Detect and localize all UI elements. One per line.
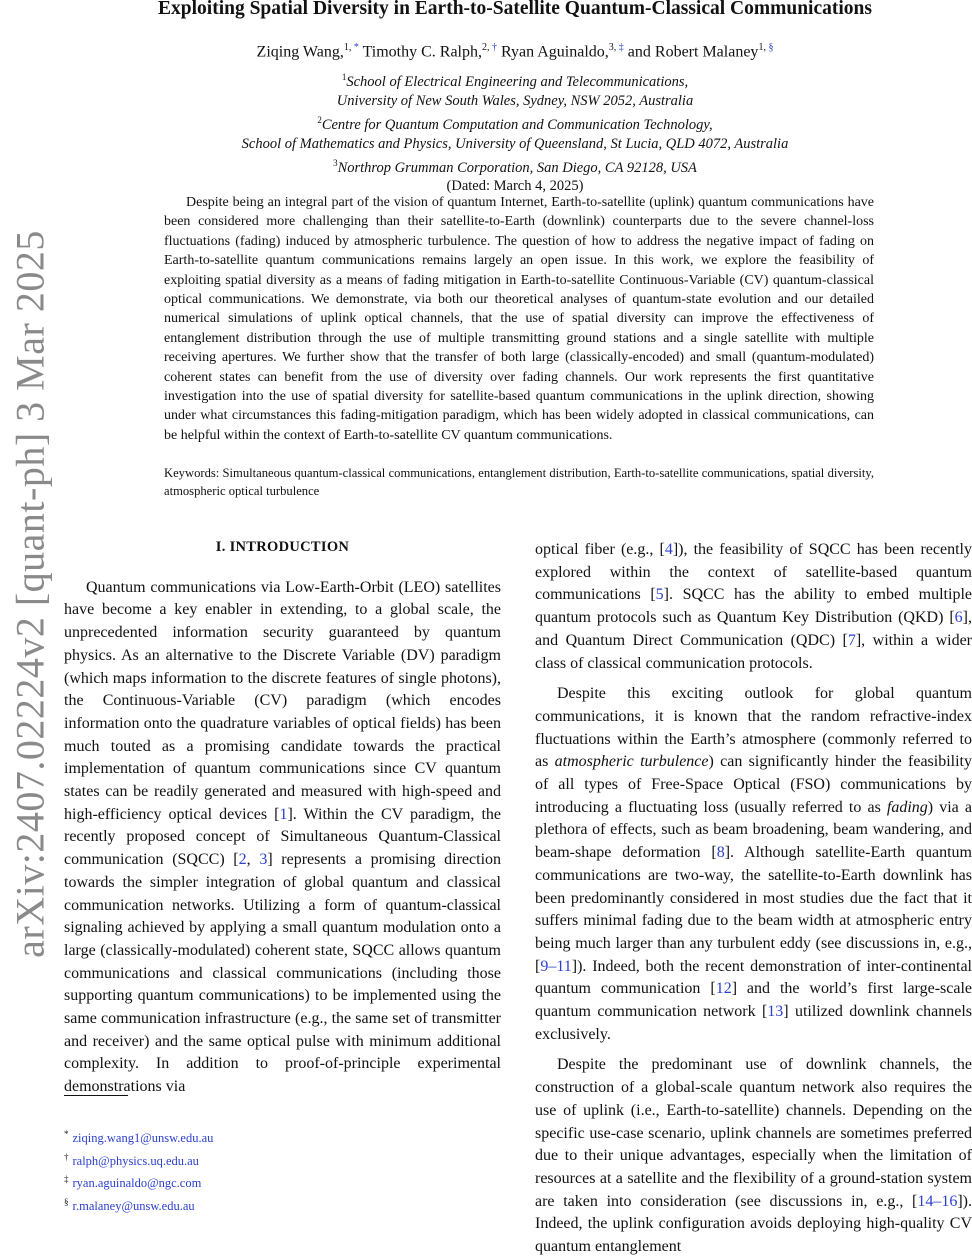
intro-paragraph-3: Despite the predominant use of downlink channels, the construction of a global-scale quantum network also requires the use of uplink (i.e., Earth-to-satellite) channels. Depending on the specific use-case scenario, uplink channels are sometimes preferred due to their unique advantages, especially when the limitation of resources at a satellite and the flexibility of a ground-station system are taken into consideration (see discussions in, e.g., [14–16]). Indeed, the uplink configuration avoids deploying high-quality CV quantum entanglement <box>535 1056 972 1256</box>
author-affiliation-marker: 1, § <box>758 42 774 53</box>
email-link[interactable]: ralph@physics.uq.edu.au <box>72 1153 199 1168</box>
author-affiliation-marker: 3, ‡ <box>608 42 624 53</box>
keywords: Keywords: Simultaneous quantum-classical communications, entanglement distribution, Earth-to-satellite communications, spatial diversity, atmospheric optical turbulence <box>164 466 874 498</box>
affiliation-2-line-1: $^2$Centre for Quantum Computation and Communication Technology, <box>317 114 713 133</box>
author-name: Robert Malaney <box>654 43 759 61</box>
author-name: Ziqing Wang, <box>256 43 344 61</box>
citation-link[interactable]: 4 <box>664 541 673 558</box>
citation-link[interactable]: 7 <box>847 631 856 649</box>
citation-link[interactable]: 14–16 <box>917 1192 958 1210</box>
author-footnote-link[interactable]: ‡ <box>618 42 624 53</box>
email-link[interactable]: ziqing.wang1@unsw.edu.au <box>72 1131 214 1146</box>
arxiv-identifier-stamp: arXiv:2407.02224v2 [quant-ph] 3 Mar 2025 <box>7 230 53 958</box>
affiliation-2-line-2: School of Mathematics and Physics, University of Queensland, St Lucia, QLD 4072, Australia <box>241 135 789 152</box>
citation-link[interactable]: 6 <box>954 609 963 627</box>
abstract-text: Despite being an integral part of the vision of quantum Internet, Earth-to-satellite (uplink) quantum communications have been considered more challenging than their satellite-to-Earth (downlink) counterparts due to the severe channel-loss fluctuations (fading) induced by atmospheric turbulence. The question of how to address the negative impact of fading on Earth-to-satellite quantum communications remains largely an open issue. In this work, we explore the feasibility of exploiting spatial diversity as a means of fading mitigation in Earth-to-satellite Continuous-Variable (CV) quantum-classical optical communications. We demonstrate, via both our theoretical analyses of quantum-state evolution and our detailed numerical simulations of uplink optical channels, that the use of spatial diversity can improve the effectiveness of entanglement distribution through the use of multiple transmitting ground stations and a single satellite with multiple receiving apertures. We further show that the transfer of both large (classically-encoded) and small (quantum-modulated) coherent states can benefit from the use of diversity over fading channels. Our work represents the first quantitative investigation into the use of spatial diversity for satellite-based quantum communications in the uplink direction, showing under what circumstances this fading-mitigation paradigm, which has been widely adopted in classical communications, can be helpful within the context of Earth-to-satellite CV quantum communications. <box>164 195 874 443</box>
emphasis-text: atmospheric turbulence <box>554 753 709 771</box>
affiliation-1-line-1: $^1$School of Electrical Engineering and Telecommunications, <box>341 72 689 90</box>
email-link[interactable]: ryan.aguinaldo@ngc.com <box>72 1176 202 1191</box>
emphasis-text: fading <box>886 798 928 816</box>
footnote-item: * ziqing.wang1@unsw.edu.au <box>64 1129 214 1146</box>
citation-link[interactable]: 1 <box>279 805 288 823</box>
author-name: Timothy C. Ralph, <box>362 43 482 61</box>
affiliation-3-line-1: $^3$Northrop Grumman Corporation, San Diego, CA 92128, USA <box>333 157 697 176</box>
author-affiliation-marker: 1, * <box>343 42 359 53</box>
citation-link[interactable]: 2 <box>238 851 247 869</box>
author-footnote-link[interactable]: † <box>492 42 497 53</box>
citation-link[interactable]: 9–11 <box>540 957 572 975</box>
arxiv-sidebar <box>0 0 56 1200</box>
paper-title: Exploiting Spatial Diversity in Earth-to-Satellite Quantum-Classical Communications <box>158 0 872 19</box>
intro-paragraph-2: Despite this exciting outlook for global quantum communications, it is known that the random refractive-index fluctuations within the Earth’s atmosphere (commonly referred to as atmospheric turbulence) can significantly hinder the feasibility of all types of Free-Space Optical (FSO) communications by introducing a fluctuating loss (usually referred to as fading) via a plethora of effects, such as beam broadening, beam wandering, and beam-shape deformation [8]. Although satellite-Earth quantum communications are two-way, the satellite-to-Earth downlink has been predominantly considered in most studies due the fact that it suffers minimal fading due to the beam width at atmospheric entry being much larger than any turbulent eddy (see discussions in, e.g., [9–11]). Indeed, both the recent demonstration of inter-continental quantum communication [12] and the world’s first large-scale quantum communication network [13] utilized downlink channels exclusively. <box>535 685 972 1043</box>
left-column <box>64 536 501 1099</box>
citation-link[interactable]: 13 <box>767 1003 784 1021</box>
footnote-item: ‡ ryan.aguinaldo@ngc.com <box>64 1174 202 1191</box>
section-heading-introduction: I. INTRODUCTION <box>215 539 350 555</box>
citation-link[interactable]: 3 <box>259 851 268 869</box>
email-link[interactable]: r.malaney@unsw.edu.au <box>72 1199 195 1214</box>
intro-paragraph-continued: optical fiber (e.g., [4]), the feasibility of SQCC has been recently explored within the context of satellite-based quantum communications [5]. SQCC has the ability to embed multiple quantum protocols such as Quantum Key Distribution (QKD) [6], and Quantum Direct Communication (QDC) [7], within a wider class of classical communication protocols. <box>535 541 972 672</box>
citation-link[interactable]: 12 <box>715 980 732 998</box>
author-affiliation-marker: 2, † <box>482 42 497 53</box>
author-footnote-link[interactable]: § <box>768 42 774 53</box>
footnote-item: † ralph@physics.uq.edu.au <box>64 1151 199 1168</box>
dated-line: (Dated: March 4, 2025) <box>446 178 584 195</box>
footnotes <box>64 1125 213 1216</box>
author-footnote-link[interactable]: * <box>353 42 359 53</box>
author-list: Ziqing Wang,$^{1, *}$ Timothy C. Ralph,$^{2, \dagger}$ Ryan Aguinaldo,$^{3, \ddagger}$ and Robert Malaney$^{1, \S}$ <box>256 42 774 61</box>
author-name: Ryan Aguinaldo, <box>501 43 609 61</box>
affiliations <box>90 68 940 196</box>
footnote-rule <box>64 1095 128 1096</box>
footnote-item: § r.malaney@unsw.edu.au <box>64 1196 195 1214</box>
right-column <box>535 539 972 1259</box>
citation-link[interactable]: 8 <box>716 844 725 862</box>
citation-link[interactable]: 5 <box>655 586 664 604</box>
abstract <box>164 193 874 445</box>
affiliation-1-line-2: University of New South Wales, Sydney, NSW 2052, Australia <box>336 92 694 109</box>
intro-paragraph-1: Quantum communications via Low-Earth-Orbit (LEO) satellites have become a key enabler in extending, to a global scale, the unprecedented information security guaranteed by quantum physics. As an alternative to the Discrete Variable (DV) paradigm (which maps information to the discrete features of single photons), the Continuous-Variable (CV) paradigm (which encodes information onto the quadrature variables of optical fields) has been much touted as a promising candidate towards the practical implementation of quantum communications since CV quantum states can be readily generated and measured with high-speed and high-efficiency optical devices [1]. Within the CV paradigm, the recently proposed concept of Simultaneous Quantum-Classical communication (SQCC) [2, 3] represents a promising direction towards the simpler integration of global quantum and classical communication networks. Utilizing a form of quantum-classical signaling achieved by applying a small quantum modulation onto a large (classically-modulated) coherent state, SQCC allows quantum communications and classical communications (including those supporting quantum communications) to be implemented using the same communication infrastructure (e.g., the same set of transmitter and receiver) and the same optical pulse with minimum additional complexity. In addition to proof-of-principle experimental demonstrations via <box>64 578 502 1096</box>
